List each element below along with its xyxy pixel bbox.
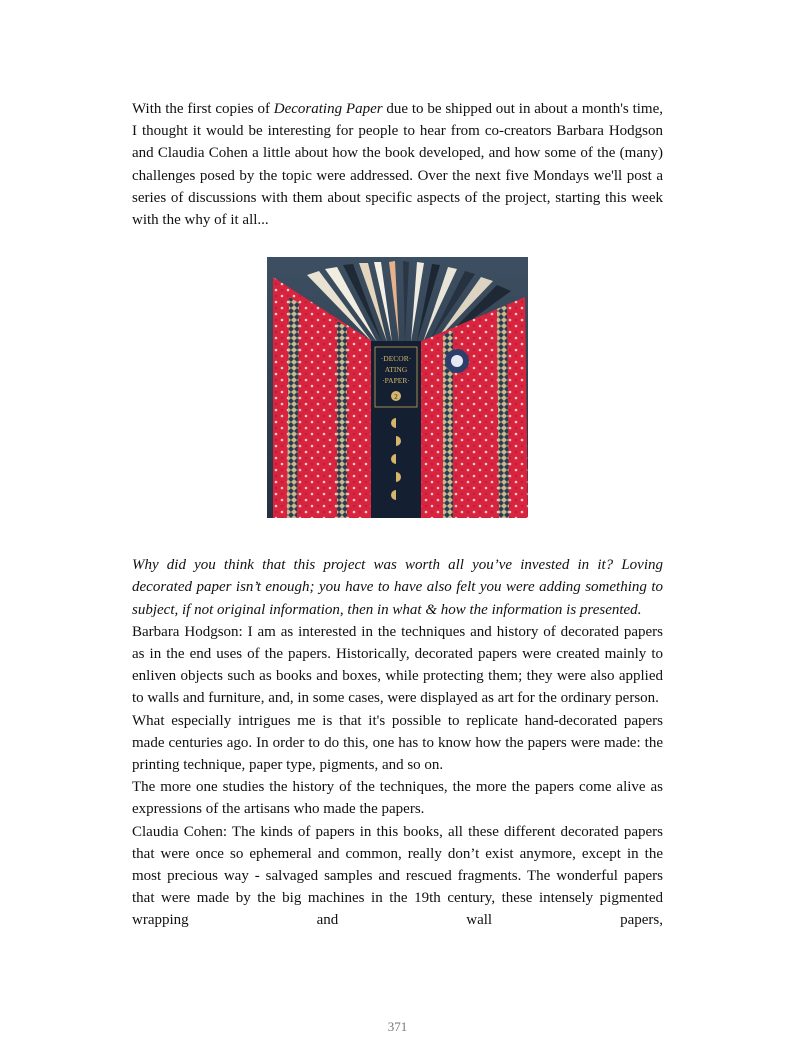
intro-part-1: With the first copies of xyxy=(132,101,274,117)
interview-question xyxy=(132,554,663,621)
question-text: Why did you think that this project was worth all you’ve invested in it? Loving decorated paper isn’t enough; you have to have also felt you were adding something to subject, if not original information, then in what & how the information is presented xyxy=(132,557,663,618)
answer-paragraph-3: The more one studies the history of the techniques, the more the papers come alive as expressions of the artisans who made the papers. xyxy=(132,779,663,818)
answer-paragraph-4: Claudia Cohen: The kinds of papers in this books, all these different decorated papers that were once so ephemeral and common, really don’t exist anymore, except in the most precious way - salvaged samples and rescued fragments. The wonderful papers that were made by the big machines in the 19th century, these intensely pigmented wrapping and wall papers, xyxy=(132,823,663,929)
spine-title-line-2: ATING xyxy=(384,365,408,375)
book-title: Decorating Paper xyxy=(273,101,383,117)
book-photo xyxy=(267,257,528,518)
intro-paragraph xyxy=(132,98,663,231)
intro-part-2: due to be shipped out in about a month's time, I thought it would be interesting for people to hear from co-creators Barbara Hodgson and Claudia Cohen a little about how the book developed, and how some of the (many) challenges posed by the topic were addressed. Over the next five Mondays we'll post a series of discussions with them about specific aspects of the project, starting this week with the why of it all... xyxy=(132,101,663,229)
page-number: 371 xyxy=(387,1019,408,1034)
answer-paragraph-1: Barbara Hodgson: I am as interested in the techniques and history of decorated papers as in the end uses of the papers. Historically, decorated papers were created mainly to enliven objects such as books and boxes, while protecting them; they were also applied to walls and furniture, and, in some cases, were displayed as art for the ordinary person. xyxy=(132,623,663,707)
spine-title-line-3: ·PAPER· xyxy=(382,376,410,386)
spine-volume-number: 2 xyxy=(394,393,398,402)
answer-paragraph-2: What especially intrigues me is that it's possible to replicate hand-decorated papers made centuries ago. In order to do this, one has to know how the papers were made: the printing technique, paper type, pigments, and so on. xyxy=(132,712,663,774)
article-body xyxy=(132,98,663,932)
question-end: . xyxy=(637,601,642,618)
spine-title-line-1: ·DECOR· xyxy=(380,354,412,364)
